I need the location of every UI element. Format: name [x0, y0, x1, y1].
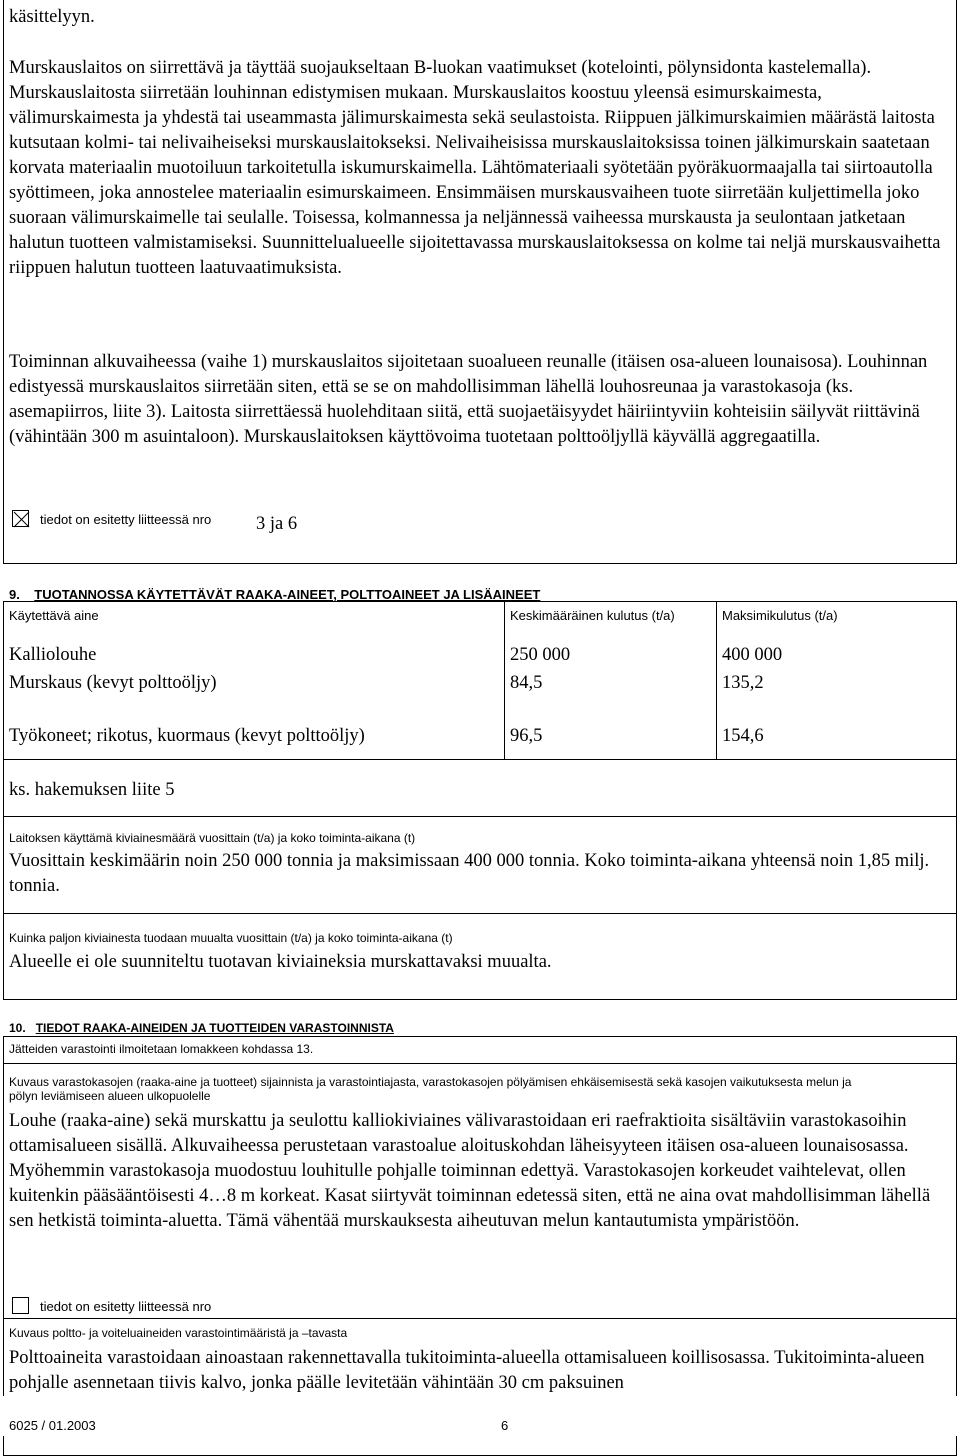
table-cell-average: 250 000 [510, 645, 571, 665]
footer-form-code: 6025 / 01.2003 [9, 1418, 96, 1433]
attachment-checkbox-section-10[interactable] [12, 1297, 29, 1314]
section-10-divider-2 [4, 1318, 956, 1319]
section-9-divider-1 [4, 816, 956, 817]
section-8-paragraph-1: Murskauslaitos on siirrettävä ja täyttää suojaukseltaan B-luokan vaatimukset (kotelointi, pölynsidonta kastelemalla). Murskauslaitosta siirretään louhinnan edistymisen mukaan. Murskauslaitos koostuu yleensä esimurskaimesta, välimurskaimesta ja yhdestä tai useammasta jälimurskaimesta sekä seulastoista. Riippuen jälkimurskaimien määrästä laitosta kutsutaan kolmi- tai nelivaiheiseksi murskauslaitokseksi. Nelivaiheisissa murskauslaitoksissa toinen jälkimurskain saatetaan korvata materiaalin muotoiluun tarkoitetulla iskumurskaimella. Lähtömateriaali syötetään pyöräkuormaajalla tai siirtoautolla syöttimeen, joka annostelee materiaalin esimurskaimeen. Ensimmäisen murskausvaiheen tuote siirretään kuljettimella joko suoraan välimurskaimelle tai seulalle. Toisessa, kolmannessa ja neljännessä vaiheessa murskausta ja seulontaan jatketaan halutun tuotteen valmistamiseksi. Suunnittelualueelle sijoitettavassa murskauslaitoksessa on kolme tai neljä murskausvaihetta riippuen halutun tuotteen laatuvaatimuksista. [9, 58, 941, 278]
footer-page-number: 6 [501, 1418, 509, 1433]
section-10-question-1-label: Kuvaus varastokasojen (raaka-aine ja tuotteet) sijainnista ja varastointiajasta, varastokasojen pölyämisen ehkäisemisestä sekä kasojen vaikutuksesta melun ja pölyn leviämiseen alueen ulkopuolelle [9, 1075, 852, 1103]
section-9-question-2-label: Kuinka paljon kiviainesta tuodaan muualta vuosittain (t/a) ja koko toiminta-aikana (t) [9, 931, 453, 945]
attachment-checkbox-section-8[interactable] [12, 510, 29, 527]
attachment-label-section-8: tiedot on esitetty liitteessä nro [40, 512, 212, 527]
table-divider-2 [716, 602, 717, 760]
table-cell-material: Murskaus (kevyt polttoöljy) [9, 673, 217, 693]
table-cell-max: 135,2 [722, 673, 764, 693]
table-cell-material: Työkoneet; rikotus, kuormaus (kevyt polttoöljy) [9, 726, 365, 746]
section-9-title: TUOTANNOSSA KÄYTETTÄVÄT RAAKA-AINEET, POLTTOAINEET JA LISÄAINEET [34, 587, 541, 602]
section-8-paragraph-2: Toiminnan alkuvaiheessa (vaihe 1) murskauslaitos sijoitetaan suoalueen reunalle (itäisen osa-alueen lounaisosa). Louhinnan edistyessä murskauslaitos siirretään siten, että se se on mahdollisimman lähellä louhosreunaa ja varastokasoja (ks. asemapiirros, liite 3). Laitosta siirrettäessä huolehditaan siitä, että suojaetäisyydet häiriintyviin kohteisiin säilyvät riittävinä (vähintään 300 m asuintaloon). Murskauslaitoksen käyttövoima tuotetaan polttoöljyllä käyvällä aggregaatilla. [9, 352, 928, 447]
attachment-label-section-10: tiedot on esitetty liitteessä nro [40, 1299, 212, 1314]
section-10-divider-1 [4, 1063, 956, 1064]
table-cell-average: 96,5 [510, 726, 543, 746]
attachment-value-section-8: 3 ja 6 [256, 514, 298, 534]
section-10-question-2-answer: Polttoaineita varastoidaan ainoastaan rakennettavalla tukitoiminta-alueella ottamisalueen koillisosassa. Tukitoiminta-alueen pohjalle asennetaan tiivis kalvo, jonka päälle levitetään vähintään 30 cm paksuinen [9, 1348, 925, 1393]
section-9-question-1-answer: Vuosittain keskimäärin noin 250 000 tonnia ja maksimissaan 400 000 tonnia. Koko toiminta-aikana yhteensä noin 1,85 milj. tonnia. [9, 851, 930, 896]
table-header-max: Maksimikulutus (t/a) [722, 608, 838, 623]
table-cell-max: 400 000 [722, 645, 783, 665]
table-header-average: Keskimääräinen kulutus (t/a) [510, 608, 675, 623]
section-10-number: 10. [9, 1021, 26, 1035]
table-header-material: Käytettävä aine [9, 608, 99, 623]
section-9-number: 9. [9, 587, 20, 602]
checked-x-icon [13, 511, 30, 528]
table-cell-max: 154,6 [722, 726, 764, 746]
table-divider-1 [504, 602, 505, 760]
section-10-waste-note: Jätteiden varastointi ilmoitetaan lomakkeen kohdassa 13. [9, 1042, 314, 1056]
section-10-question-2-label: Kuvaus poltto- ja voiteluaineiden varastointimääristä ja –tavasta [9, 1326, 348, 1340]
table-cell-average: 84,5 [510, 673, 543, 693]
footer-separator [0, 1396, 960, 1436]
section-10-heading [9, 1021, 394, 1035]
table-row-divider [4, 759, 956, 760]
section-9-question-2-answer: Alueelle ei ole suunniteltu tuotavan kiviaineksia murskattavaksi muualta. [9, 952, 552, 972]
section-9-question-1-label: Laitoksen käyttämä kiviainesmäärä vuosittain (t/a) ja koko toiminta-aikana (t) [9, 831, 416, 845]
section-9-note: ks. hakemuksen liite 5 [9, 780, 175, 800]
section-10-question-1-answer: Louhe (raaka-aine) sekä murskattu ja seulottu kalliokiviaines välivarastoidaan eri raefraktioita sisältäviin varastokasoihin ottamisalueen sisällä. Alkuvaiheessa perustetaan varastoalue aloituskohdan läheisyyteen itäisen osa-alueen lounaisosassa. Myöhemmin varastokasoja muodostuu louhitulle pohjalle toiminnan edettyä. Varastokasojen korkeudet vaihtelevat, ollen kuitenkin pääsääntöisesti 4…8 m korkeat. Kasat siirtyvät toiminnan edetessä siten, että ne aina ovat mahdollisimman lähellä sen hetkistä toiminta-aluetta. Tämä vähentää murskauksesta aiheutuvan melun kantautumista ympäristöön. [9, 1111, 931, 1231]
table-cell-material: Kalliolouhe [9, 645, 97, 665]
top-line-text: käsittelyyn. [9, 7, 95, 27]
section-10-title: TIEDOT RAAKA-AINEIDEN JA TUOTTEIDEN VARASTOINNISTA [35, 1021, 394, 1035]
section-9-divider-2 [4, 913, 956, 914]
